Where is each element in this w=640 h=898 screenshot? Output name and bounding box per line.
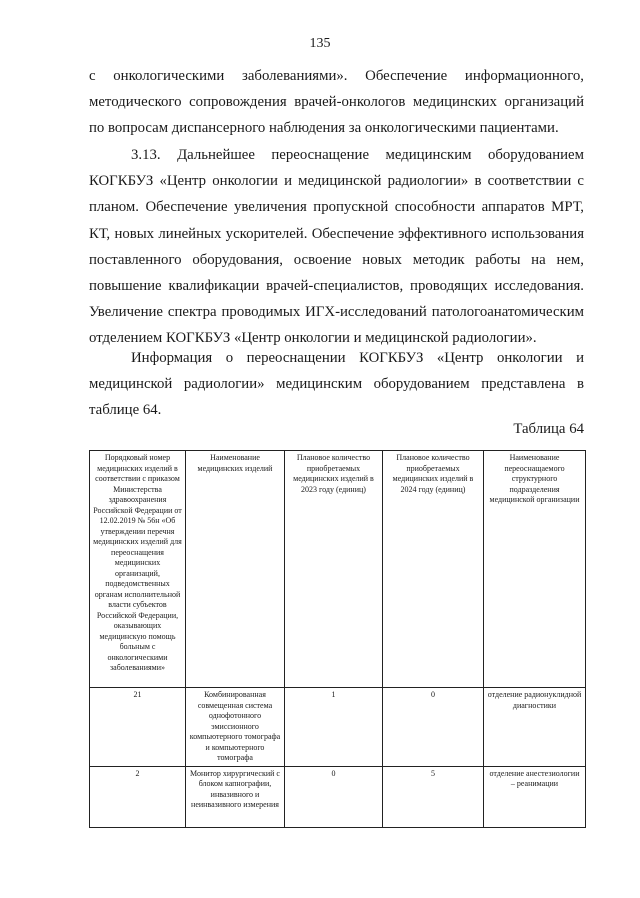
table-header-row <box>90 451 586 688</box>
cell-quantity-2023: 1 <box>285 688 383 767</box>
cell-quantity-2024: 5 <box>383 766 484 827</box>
cell-order-number: 2 <box>90 766 186 827</box>
cell-order-number: 21 <box>90 688 186 767</box>
cell-device-name: Монитор хирургический с блоком капнографии, инвазивного и неинвазивного измерения <box>186 766 285 827</box>
cell-department: отделение анестезиологии – реанимации <box>484 766 586 827</box>
paragraph-3: Информация о переоснащении КОГКБУЗ «Центр онкологии и медицинской радиологии» медицинским оборудованием представлена в таблице 64. <box>89 350 584 419</box>
header-quantity-2024: Плановое количество приобретаемых медицинских изделий в 2024 году (единиц) <box>383 451 484 688</box>
table-row <box>90 766 586 827</box>
header-device-name: Наименование медицинских изделий <box>186 451 285 688</box>
table-caption: Таблица 64 <box>513 421 584 437</box>
paragraph-1: с онкологическими заболеваниями». Обеспечение информационного, методического сопровождения врачей-онкологов медицинских организаций по вопросам диспансерного наблюдения за онкологическими пациентами. <box>89 68 584 137</box>
cell-quantity-2024: 0 <box>383 688 484 767</box>
paragraph-2: 3.13. Дальнейшее переоснащение медицинским оборудованием КОГКБУЗ «Центр онкологии и медицинской радиологии» в соответствии с планом. Обеспечение увеличения пропускной способности аппаратов МРТ, КТ, новых линейных ускорителей. Обеспечение эффективного использования поставленного оборудования, освоение новых методик работы на нем, повышение квалификации врачей-специалистов, проводящих исследования. Увеличение спектра проводимых ИГХ-исследований патологоанатомическим отделением КОГКБУЗ «Центр онкологии и медицинской радиологии». <box>89 147 584 347</box>
header-department: Наименование переоснащаемого структурного подразделения медицинской организации <box>484 451 586 688</box>
page-number: 135 <box>309 36 331 51</box>
equipment-table <box>89 450 586 828</box>
cell-device-name: Комбинированная совмещенная система однофотонного эмиссионного компьютерного томографа и компьютерного томографа <box>186 688 285 767</box>
table-row <box>90 688 586 767</box>
cell-quantity-2023: 0 <box>285 766 383 827</box>
header-quantity-2023: Плановое количество приобретаемых медицинских изделий в 2023 году (единиц) <box>285 451 383 688</box>
cell-department: отделение радионуклидной диагностики <box>484 688 586 767</box>
header-order-number: Порядковый номер медицинских изделий в соответствии с приказом Министерства здравоохранения Российской Федерации от 12.02.2019 № 56н «Об утверждении перечня медицинских изделий для переоснащения медицинских организаций, подведомственных органам исполнительной власти субъектов Российской Федерации, оказывающих медицинскую помощь больным с онкологическими заболеваниями» <box>90 451 186 688</box>
